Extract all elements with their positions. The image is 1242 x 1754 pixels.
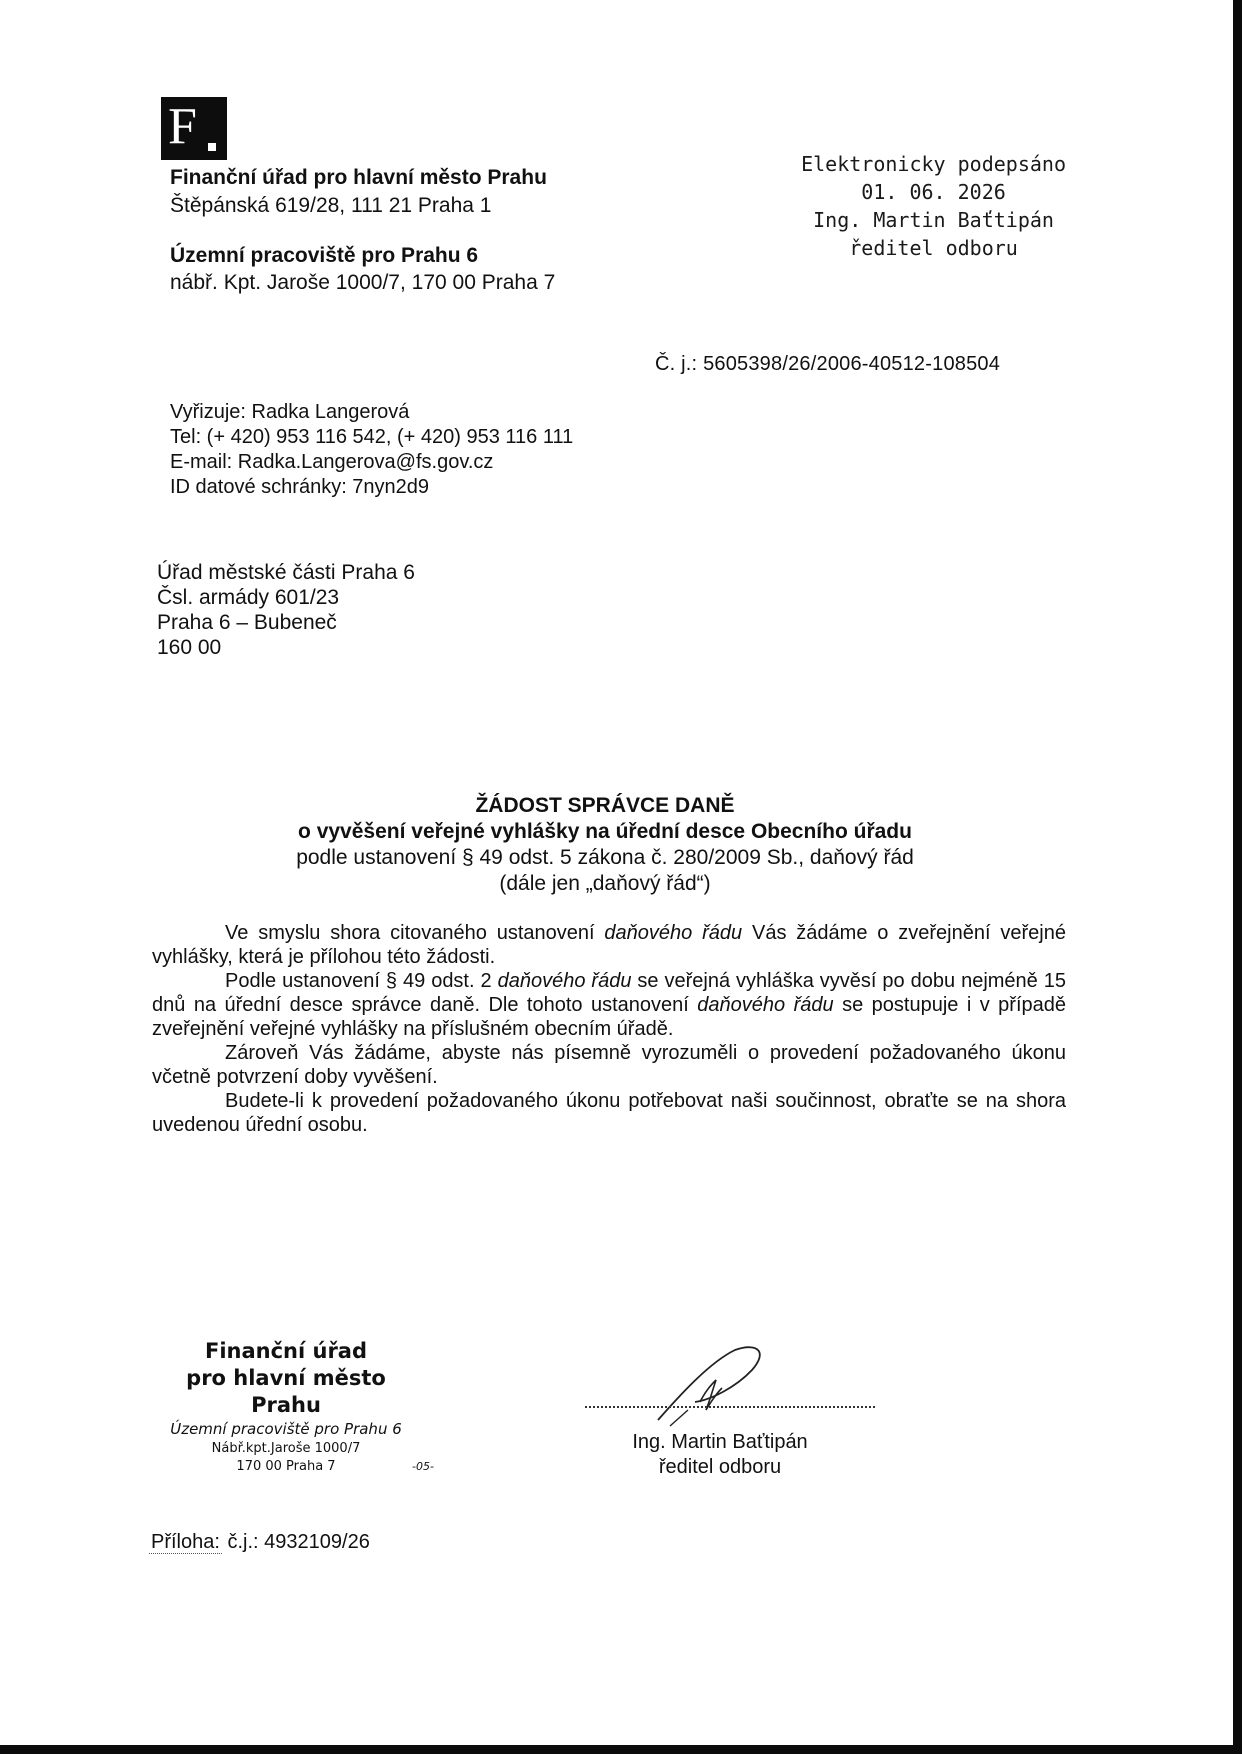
recipient-line: 160 00	[157, 636, 222, 659]
paragraph: Podle ustanovení § 49 odst. 2 daňového řádu se veřejná vyhláška vyvěsí po dobu nejméně 15 dnů na úřední desce správce daně. Dle tohoto ustanovení daňového řádu se postupuje i v případě zveřejnění veřejné vyhlášky na příslušném obecním úřadě.	[152, 970, 1067, 1040]
title-subject: o vyvěšení veřejné vyhlášky na úřední desce Obecního úřadu	[298, 820, 912, 843]
title-abbreviation: (dále jen „daňový řád“)	[499, 872, 711, 895]
signer-name: Ing. Martin Baťtipán	[632, 1431, 808, 1453]
stamp-line: pro hlavní město Prahu	[186, 1366, 386, 1417]
branch-address: nábř. Kpt. Jaroše 1000/7, 170 00 Praha 7	[170, 271, 556, 294]
stamp-line: Nábř.kpt.Jaroše 1000/7	[211, 1441, 361, 1456]
signer-block	[620, 1430, 820, 1480]
stamp-number: -05-	[412, 1460, 434, 1473]
signature-line	[585, 1406, 875, 1408]
office-stamp	[150, 1338, 434, 1476]
title-main: ŽÁDOST SPRÁVCE DANĚ	[475, 794, 735, 817]
e-signature-role: ředitel odboru	[849, 236, 1018, 260]
recipient-line: Čsl. armády 601/23	[157, 586, 340, 609]
branch-name: Územní pracoviště pro Prahu 6	[170, 244, 479, 267]
office-name: Finanční úřad pro hlavní město Prahu	[170, 166, 547, 189]
logo-letter: F	[168, 98, 197, 155]
phone: Tel: (+ 420) 953 116 542, (+ 420) 953 116 111	[170, 426, 574, 448]
email: E-mail: Radka.Langerova@fs.gov.cz	[170, 451, 494, 473]
handler: Vyřizuje: Radka Langerová	[170, 401, 410, 423]
attachment-ref: č.j.: 4932109/26	[227, 1531, 370, 1553]
stamp-line: Finanční úřad	[204, 1339, 368, 1363]
e-signature-name: Ing. Martin Baťtipán	[813, 208, 1054, 232]
attachment	[149, 1531, 370, 1554]
paragraph: Ve smyslu shora citovaného ustanovení daňového řádu Vás žádáme o zveřejnění veřejné vyhlášky, která je přílohou této žádosti.	[152, 922, 1066, 968]
contact-block	[170, 400, 573, 500]
attachment-label: Příloha:	[151, 1531, 220, 1553]
office-address: Štěpánská 619/28, 111 21 Praha 1	[170, 194, 492, 217]
document-body	[152, 921, 1066, 1137]
e-signature-date: 01. 06. 2026	[861, 180, 1006, 204]
data-box-id: ID datové schránky: 7nyn2d9	[170, 476, 430, 498]
stamp-line: Územní pracoviště pro Prahu 6	[170, 1420, 402, 1438]
e-signature-label: Elektronicky podepsáno	[801, 152, 1066, 176]
paragraph: Budete-li k provedení požadovaného úkonu potřebovat naši součinnost, obraťte se na shora uvedenou úřední osobu.	[152, 1090, 1066, 1136]
logo-dot	[208, 143, 216, 151]
recipient-line: Úřad městské části Praha 6	[157, 561, 415, 584]
recipient-address	[157, 560, 415, 660]
stamp-line: 170 00 Praha 7 -05-	[236, 1459, 434, 1474]
scan-border-right	[1233, 0, 1242, 1754]
title-legal-basis: podle ustanovení § 49 odst. 5 zákona č. 280/2009 Sb., daňový řád	[296, 846, 914, 869]
office-logo	[161, 97, 227, 160]
scan-border-bottom	[0, 1745, 1242, 1754]
document-title	[150, 793, 1060, 897]
recipient-line: Praha 6 – Bubeneč	[157, 611, 337, 634]
signer-role: ředitel odboru	[658, 1456, 782, 1478]
paragraph: Zároveň Vás žádáme, abyste nás písemně vyrozuměli o provedení požadovaného úkonu včetně potvrzení doby vyvěšení.	[152, 1042, 1066, 1088]
handwritten-signature	[640, 1340, 780, 1430]
electronic-signature	[801, 150, 1066, 262]
reference-number: Č. j.: 5605398/26/2006-40512-108504	[655, 353, 1001, 375]
